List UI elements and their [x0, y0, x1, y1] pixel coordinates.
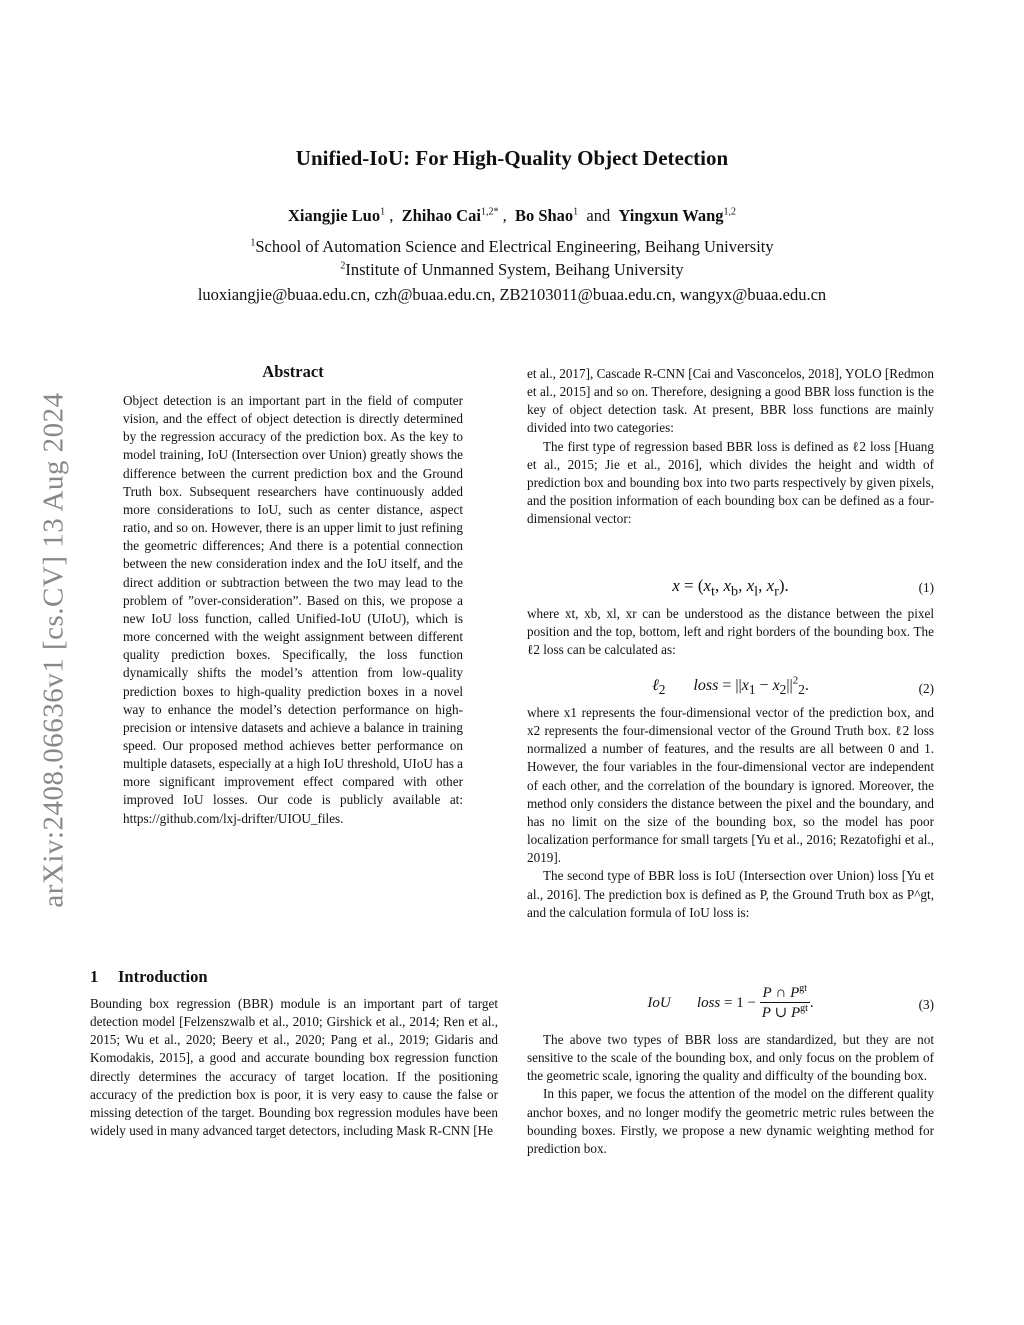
equation-2: ℓ$_2$ loss = $||x_1 - x_2||^2_2$. (2): [652, 674, 934, 698]
abstract-body: Object detection is an important part in the field of computer vision, and the effect of object detection is directly determined by the regression accuracy of the prediction box. As the key to model training, IoU (Intersection over Union) greatly shows the difference between the current prediction box and the Ground Truth box. Subsequent researchers have continuously added more considerations to IoU, such as center distance, aspect ratio, and so on. However, there is an upper limit to just refining the geometric differences; And there is a potential connection between the new consideration index and the IoU itself, and the direct addition or subtraction between the two may lead to the problem of ”over-consideration”. Based on this, we propose a new IoU loss function, called Unified-IoU (UIoU), which is more concerned with the weight assignment between different quality prediction boxes. Specifically, the loss function dynamically shifts the model’s attention from low-quality prediction boxes to high-quality prediction boxes in a novel way to enhance the model’s detection performance on high-precision or intensive datasets and achieve a balance in training speed. Our proposed method achieves better performance on multiple datasets, especially at a high IoU threshold, UIoU has a more significant improvement effect compared with other improved IoU losses. Our code is publicly available at: https://github.com/lxj-drifter/UIOU_files.: [123, 393, 463, 826]
author-affiliation-mark: 1,2: [723, 206, 737, 218]
and-word: and: [586, 206, 611, 225]
author-affiliation-mark: 1,2*: [480, 206, 499, 218]
affiliation-text: Institute of Unmanned System, Beihang University: [345, 260, 684, 279]
intro-paragraph-5: The second type of BBR loss is IoU (Intersection over Union) loss [Yu et al., 2016]. The prediction box is defined as P, the Ground Truth box as P^gt, and the calculation formula of IoU loss is:: [527, 868, 934, 920]
intro-paragraph-7: In this paper, we focus the attention of the model on the different quality anchor boxes, and no longer modify the geometric metric rules between the bounding boxes. Firstly, we propose a new dynamic weighting method for prediction box.: [527, 1086, 934, 1156]
affiliation-2: [0, 260, 1024, 280]
intro-paragraph-1: Bounding box regression (BBR) module is an important part of target detection model [Felzenszwalb et al., 2010; Girshick et al., 2014; Ren et al., 2015; Wu et al., 2020; Beery et al., 2020; Pang et al., 2019; Gidaris and Komodakis, 2015], a good and accurate bounding box regression function directly determines the accuracy of target location. If the positioning accuracy of the prediction box is poor, it is very easy to cause the false or missing detection of the target. Bounding box regression modules have been widely used in many advanced target detectors, including Mask R-CNN [He: [90, 996, 498, 1139]
arxiv-stamp: [34, 350, 74, 950]
equation-1: $x = (x_t$, $x_b$, $x_l$, $x_r$). (1): [672, 576, 934, 600]
arxiv-id: arXiv:2408.06636v1 [cs.CV] 13 Aug 2024: [37, 392, 70, 908]
intro-paragraph-3: [527, 605, 934, 659]
right-column-top: [527, 365, 934, 528]
equation-number: (1): [918, 580, 934, 595]
right-column-middle: [527, 704, 934, 922]
author-name: Xiangjie Luo: [287, 206, 381, 225]
intro-paragraph-1-cont: et al., 2017], Cascade R-CNN [Cai and Vasconcelos, 2018], YOLO [Redmon et al., 2015] and so on. Therefore, designing a good BBR loss function is the key of object detection task. At present, BBR loss functions are mainly divided into two categories:: [527, 366, 934, 436]
paragraph-text: where xt, xb, xl, xr can be understood as the distance between the pixel position and the top, bottom, left and right borders of the bounding box. The ℓ2 loss can be calculated as:: [527, 606, 934, 658]
right-column-bottom: [527, 1031, 934, 1158]
intro-paragraph-6: The above two types of BBR loss are standardized, but they are not sensitive to the scale of the bounding box, and only focus on the problem of the geometric scale, ignoring the quality and difficulty of the bounding box.: [527, 1032, 934, 1084]
equation-number: (3): [918, 997, 934, 1012]
author-affiliation-mark: 1: [380, 206, 386, 218]
equation-3: IoU loss = 1 − $\frac{P \cap P^{gt}}{P \cup P^{gt}}$ . (3): [647, 983, 934, 1021]
author-name: Yingxun Wang: [618, 206, 724, 225]
affiliation-mark: 2: [340, 260, 346, 272]
abstract-heading: Abstract: [262, 362, 324, 381]
intro-paragraph-2: The first type of regression based BBR loss is defined as ℓ2 loss [Huang et al., 2015; Jie et al., 2016], which divides the height and width of prediction box and bounding box into two parts respectively by given pixels, and the position information of each bounding box can be defined as a four-dimensional vector:: [527, 438, 934, 527]
author-list: Xiangjie Luo$^1$ , Zhihao Cai$^{1,2*}$ , Bo Shao$^1$ and Yingxun Wang$^{1,2}$: [287, 206, 737, 225]
section-heading: [90, 967, 208, 987]
intro-paragraph-4: where x1 represents the four-dimensional vector of the prediction box, and x2 represents the four-dimensional vector of the Ground Truth box. ℓ2 loss normalized a number of features, and the results are all between 0 and 1. However, the four variables in the four-dimensional vector are independent of each other, and the correlation of the boundary is ignored. Moreover, the method only considers the distance between the pixel and the boundary, and has no limit on the size of the bounding box, so the model has poor localization performance for small targets [Yu et al., 2016; Rezatofighi et al., 2019].: [527, 705, 934, 866]
affiliation-mark: 1: [250, 237, 256, 249]
author-emails: luoxiangjie@buaa.edu.cn, czh@buaa.edu.cn, ZB2103011@buaa.edu.cn, wangyx@buaa.edu.cn: [197, 285, 827, 304]
affiliation-1: [0, 237, 1024, 257]
author-name: Bo Shao: [514, 206, 574, 225]
section-title: Introduction: [118, 967, 208, 986]
equation-number: (2): [918, 681, 934, 696]
section-number: 1: [90, 967, 99, 986]
paper-title: Unified-IoU: For High-Quality Object Detection: [295, 146, 729, 170]
author-name: Zhihao Cai: [401, 206, 481, 225]
affiliation-text: School of Automation Science and Electrical Engineering, Beihang University: [255, 237, 774, 256]
author-affiliation-mark: 1: [573, 206, 579, 218]
